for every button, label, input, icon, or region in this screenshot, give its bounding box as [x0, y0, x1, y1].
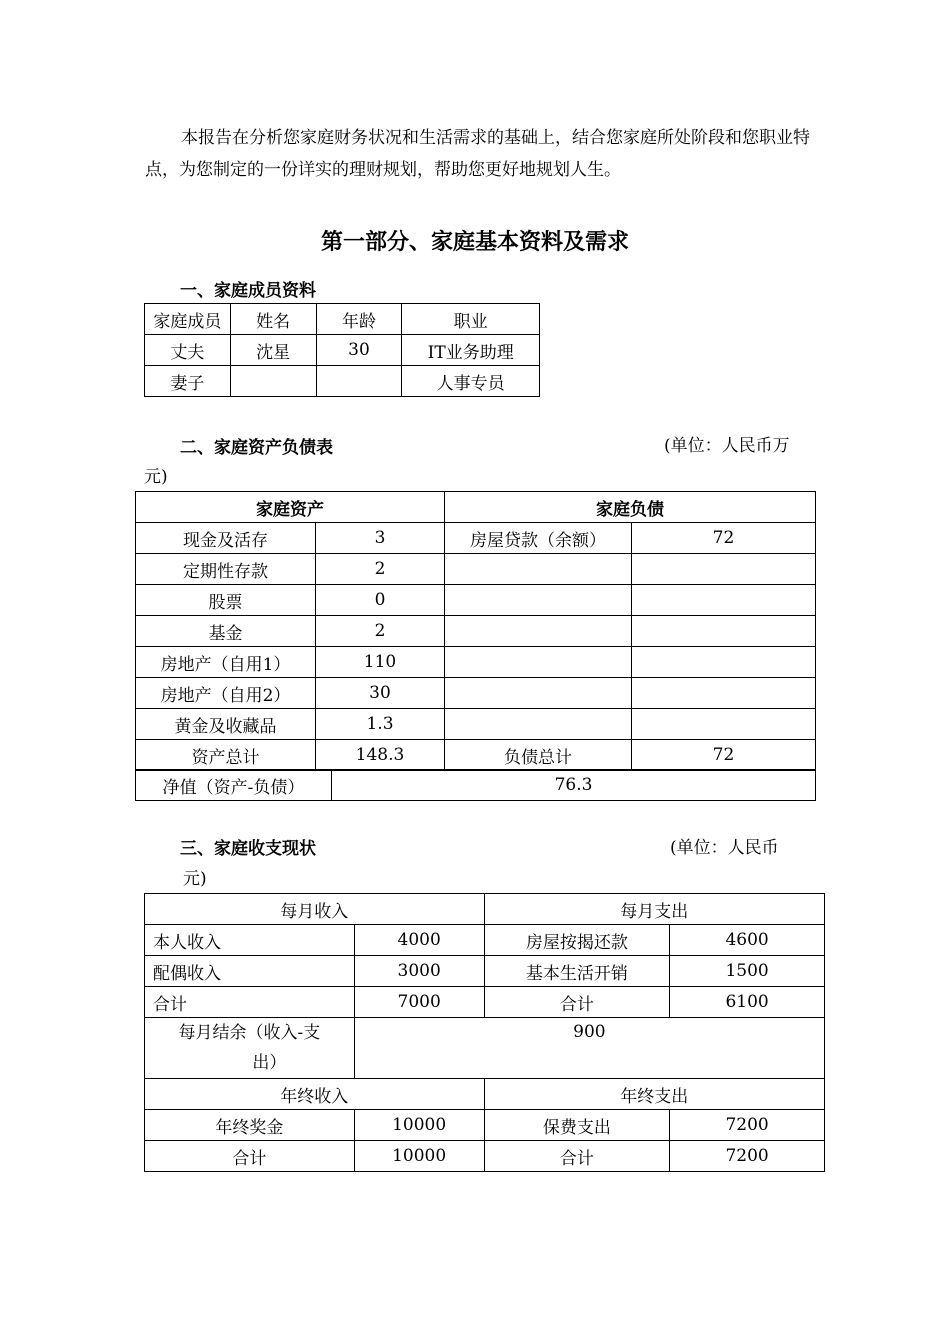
table-cell: 3: [316, 523, 445, 554]
balance-label-line2: 出）: [252, 1053, 287, 1073]
table-cell: 本人收入: [145, 925, 355, 956]
table-cell: 房地产（自用2）: [136, 678, 316, 709]
table-cell: 股票: [136, 585, 316, 616]
table-cell: 负债总计: [445, 740, 632, 771]
table-cell: [632, 647, 816, 678]
table-row: [136, 616, 816, 647]
table-cell: 110: [316, 647, 445, 678]
table-cell: 妻子: [145, 366, 231, 397]
table-cell: 4600: [670, 925, 825, 956]
header-cell: 年龄: [316, 304, 402, 335]
table-cell: 基本生活开销: [484, 956, 670, 987]
table-cell: [445, 709, 632, 740]
header-cell: 姓名: [230, 304, 316, 335]
income-expense-table: [144, 893, 825, 1172]
monthly-balance-value: 900: [354, 1018, 824, 1079]
monthly-expense-header: 每月支出: [484, 894, 824, 925]
table-cell: 房屋按揭还款: [484, 925, 670, 956]
table-row: [145, 1110, 825, 1141]
table-header-row: [145, 304, 540, 335]
table-cell: [445, 647, 632, 678]
table-row: [145, 1018, 825, 1079]
table-cell: 2: [316, 554, 445, 585]
table-cell: [316, 366, 402, 397]
unit-note-cont: 元): [144, 467, 168, 487]
table-cell: 现金及活存: [136, 523, 316, 554]
table-cell: 年终奖金: [145, 1110, 355, 1141]
table-cell: [632, 709, 816, 740]
table-cell: [230, 366, 316, 397]
table-cell: 合计: [484, 987, 670, 1018]
unit-note-cont: 元): [183, 869, 207, 889]
table-cell: 0: [316, 585, 445, 616]
section3-title: 三、家庭收支现状: [180, 839, 316, 859]
table-row: [136, 709, 816, 740]
table-cell: [445, 616, 632, 647]
net-worth-table: [135, 769, 816, 801]
table-row: [136, 678, 816, 709]
table-cell: [445, 554, 632, 585]
header-cell: 职业: [402, 304, 540, 335]
table-header-row: [136, 492, 816, 523]
table-cell: 1.3: [316, 709, 445, 740]
table-cell: 合计: [484, 1141, 670, 1172]
table-cell: 丈夫: [145, 335, 231, 366]
balance-sheet-table: [135, 491, 816, 771]
family-members-table: [144, 303, 540, 397]
unit-note: (单位：人民币: [670, 838, 779, 858]
table-cell: 10000: [354, 1141, 484, 1172]
unit-note: (单位：人民币万: [664, 436, 790, 456]
table-cell: 沈星: [230, 335, 316, 366]
table-row: [145, 925, 825, 956]
table-row: [136, 647, 816, 678]
table-cell: 4000: [354, 925, 484, 956]
table-row: [136, 523, 816, 554]
table-cell: IT业务助理: [402, 335, 540, 366]
table-cell: 10000: [354, 1110, 484, 1141]
table-row: [145, 366, 540, 397]
table-cell: 房地产（自用1）: [136, 647, 316, 678]
annual-income-header: 年终收入: [145, 1079, 485, 1110]
table-cell: 合计: [145, 1141, 355, 1172]
table-cell: 定期性存款: [136, 554, 316, 585]
table-cell: 3000: [354, 956, 484, 987]
table-cell: 7200: [670, 1110, 825, 1141]
table-header-row: [145, 894, 825, 925]
table-cell: 30: [316, 335, 402, 366]
table-cell: [632, 554, 816, 585]
table-row: [145, 987, 825, 1018]
net-worth-value: 76.3: [332, 770, 816, 801]
table-cell: 保费支出: [484, 1110, 670, 1141]
liabilities-header: 家庭负债: [445, 492, 816, 523]
table-row: [145, 956, 825, 987]
table-cell: 30: [316, 678, 445, 709]
section1-title: 一、家庭成员资料: [180, 281, 316, 301]
table-cell: 2: [316, 616, 445, 647]
table-row: [145, 1141, 825, 1172]
table-row: [136, 554, 816, 585]
monthly-balance-label: [145, 1018, 355, 1079]
net-worth-label: 净值（资产-负债）: [136, 770, 332, 801]
table-header-row: [145, 1079, 825, 1110]
table-cell: 7200: [670, 1141, 825, 1172]
annual-expense-header: 年终支出: [484, 1079, 824, 1110]
table-cell: 人事专员: [402, 366, 540, 397]
table-row: [136, 770, 816, 801]
table-cell: 7000: [354, 987, 484, 1018]
monthly-income-header: 每月收入: [145, 894, 485, 925]
header-cell: 家庭成员: [145, 304, 231, 335]
table-cell: 6100: [670, 987, 825, 1018]
table-cell: 72: [632, 740, 816, 771]
section2-title: 二、家庭资产负债表: [180, 438, 333, 458]
table-cell: [445, 585, 632, 616]
table-cell: 黄金及收藏品: [136, 709, 316, 740]
assets-header: 家庭资产: [136, 492, 445, 523]
table-cell: [632, 585, 816, 616]
table-cell: 合计: [145, 987, 355, 1018]
table-cell: 基金: [136, 616, 316, 647]
table-cell: 72: [632, 523, 816, 554]
table-row: [136, 585, 816, 616]
table-row: [145, 335, 540, 366]
table-cell: 1500: [670, 956, 825, 987]
intro-paragraph: 本报告在分析您家庭财务状况和生活需求的基础上，结合您家庭所处阶段和您职业特点，为您制定的一份详实的理财规划，帮助您更好地规划人生。: [145, 128, 810, 180]
table-cell: [632, 678, 816, 709]
table-cell: 房屋贷款（余额）: [445, 523, 632, 554]
part-title: 第一部分、家庭基本资料及需求: [320, 230, 629, 255]
table-cell: [445, 678, 632, 709]
table-cell: 配偶收入: [145, 956, 355, 987]
table-cell: [632, 616, 816, 647]
table-row: [136, 740, 816, 771]
balance-label-line1: 每月结余（收入-支: [178, 1023, 321, 1043]
table-cell: 148.3: [316, 740, 445, 771]
table-cell: 资产总计: [136, 740, 316, 771]
